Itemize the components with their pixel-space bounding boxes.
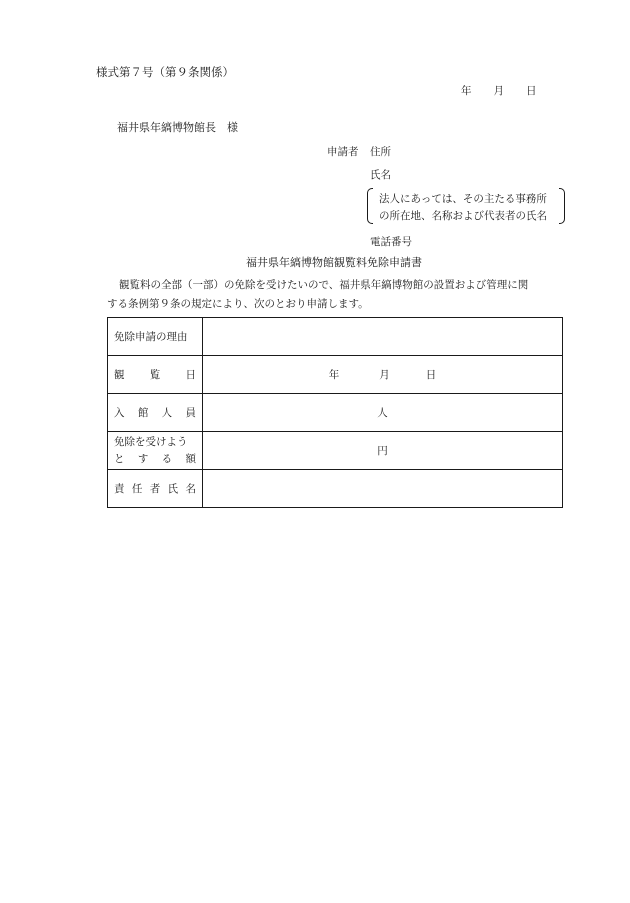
responsible-field[interactable]	[203, 470, 563, 508]
amount-label-char: す	[137, 452, 149, 465]
name-label: 氏名	[370, 169, 391, 181]
form-number: 様式第７号（第９条関係）	[96, 65, 234, 79]
table-row-reason	[108, 318, 563, 356]
applicant-label: 申請者	[327, 146, 359, 158]
date-line	[461, 83, 537, 98]
responsible-label-char: 者	[149, 483, 161, 495]
responsible-label-char: 名	[185, 483, 196, 495]
amount-label	[108, 432, 203, 470]
amount-label-char: る	[161, 452, 173, 465]
table-row-visit-date	[108, 356, 563, 394]
visitors-label-char: 入	[114, 407, 125, 419]
addressee: 福井県年縞博物館長 様	[117, 121, 238, 134]
visit-year: 年	[328, 369, 340, 381]
visit-date-label-char: 日	[185, 369, 196, 381]
amount-label-line1: 免除を受けよう	[114, 435, 188, 448]
visitors-label-char: 館	[137, 407, 149, 419]
date-day: 日	[526, 85, 537, 97]
visitors-label	[108, 394, 203, 432]
amount-unit: 円	[377, 445, 388, 457]
document-title: 福井県年縞博物館観覧料免除申請書	[246, 256, 422, 269]
reason-field[interactable]	[203, 318, 563, 356]
amount-label-char: と	[114, 452, 125, 465]
body-line2: する条例第９条の規定により、次のとおり申請します。	[107, 298, 369, 310]
visit-date-label-char: 覧	[149, 369, 161, 381]
visitors-unit: 人	[377, 407, 388, 419]
responsible-label	[108, 470, 203, 508]
visit-day: 日	[425, 369, 437, 381]
amount-field[interactable]	[203, 432, 563, 470]
visit-date-label-char: 観	[114, 369, 125, 381]
table-row-amount	[108, 432, 563, 470]
corporate-note-line2: の所在地、名称および代表者の氏名	[379, 210, 547, 222]
body-line1: 観覧料の全部（一部）の免除を受けたいので、福井県年縞博物館の設置および管理に関	[119, 279, 529, 291]
table-row-responsible	[108, 470, 563, 508]
table-row-visitors	[108, 394, 563, 432]
responsible-label-char: 氏	[167, 483, 179, 495]
reason-label: 免除申請の理由	[108, 318, 203, 356]
phone-label: 電話番号	[370, 236, 412, 248]
visitors-field[interactable]	[203, 394, 563, 432]
corporate-note	[367, 188, 565, 222]
body-text	[107, 276, 567, 314]
bracket-left	[367, 188, 373, 224]
application-table	[107, 317, 563, 508]
visit-date-label	[108, 356, 203, 394]
date-year: 年	[461, 85, 472, 97]
amount-label-char: 額	[185, 452, 196, 465]
responsible-label-char: 任	[131, 483, 143, 495]
address-label: 住所	[370, 146, 391, 158]
date-month: 月	[493, 85, 504, 97]
visit-month: 月	[379, 369, 390, 381]
visit-date-field[interactable]	[203, 356, 563, 394]
bracket-right	[559, 188, 565, 224]
responsible-label-char: 責	[114, 483, 125, 495]
visitors-label-char: 員	[185, 407, 196, 419]
visitors-label-char: 人	[161, 407, 173, 419]
corporate-note-line1: 法人にあっては、その主たる事務所	[379, 193, 547, 205]
